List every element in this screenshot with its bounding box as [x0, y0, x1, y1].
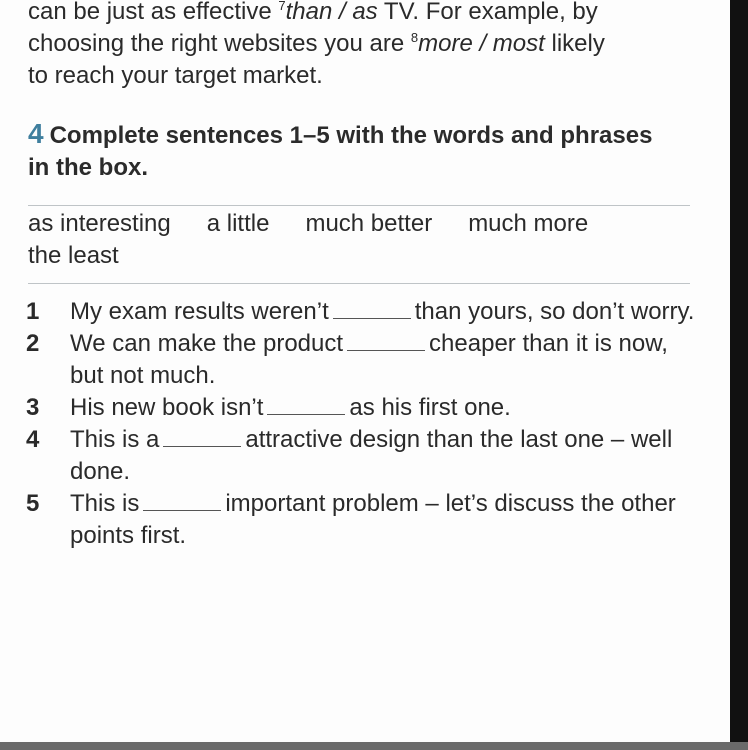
paragraph-line-1	[28, 0, 688, 28]
sentence-text: important problem – let’s discuss the other points first.	[70, 490, 676, 549]
sentence-item	[26, 296, 706, 328]
scan-right-edge	[730, 0, 748, 750]
sentence-text: His new book isn’t	[70, 394, 264, 421]
sentence-number: 2	[26, 330, 40, 357]
box-bottom-rule	[28, 283, 690, 284]
sentence-text: cheaper than it is now, but not much.	[70, 330, 668, 389]
sentence-list	[26, 296, 706, 552]
sentence-text: My exam results weren’t	[70, 298, 329, 325]
box-top-rule	[28, 205, 690, 206]
sentence-number: 4	[26, 426, 40, 453]
sentence-text: This is	[70, 490, 140, 517]
gap-number-8: 8	[410, 30, 419, 45]
answer-blank[interactable]	[347, 330, 425, 351]
paragraph-line-2	[28, 28, 688, 60]
answer-blank[interactable]	[267, 394, 345, 415]
sentence-text: This is a	[70, 426, 160, 453]
word-box-item: a little	[206, 210, 270, 237]
paragraph-text: can be just as effective	[28, 0, 279, 25]
option-more-most: more / most	[418, 30, 545, 57]
reading-paragraph	[28, 0, 688, 92]
sentence-item	[26, 488, 706, 552]
paragraph-line-3: to reach your target market.	[28, 62, 323, 89]
sentence-number: 1	[26, 298, 40, 325]
sentence-item	[26, 328, 706, 392]
word-box-item: much more	[468, 210, 589, 237]
scan-bottom-edge	[0, 742, 748, 750]
option-than-as: than / as	[285, 0, 378, 25]
sentence-text: than yours, so don’t worry.	[414, 298, 695, 325]
paragraph-text: choosing the right websites you are	[28, 30, 411, 57]
exercise-heading	[28, 118, 668, 184]
answer-blank[interactable]	[163, 426, 241, 447]
answer-blank[interactable]	[333, 298, 411, 319]
sentence-item	[26, 424, 706, 488]
word-box-item: as interesting	[28, 210, 171, 237]
paragraph-text: TV. For example, by	[377, 0, 598, 25]
exercise-instruction: Complete sentences 1–5 with the words and phrases in the box.	[28, 122, 653, 181]
word-box-item: much better	[305, 210, 433, 237]
paragraph-text: likely	[544, 30, 605, 57]
sentence-number: 5	[26, 490, 40, 517]
sentence-text: attractive design than the last one – well done.	[70, 426, 673, 485]
sentence-number: 3	[26, 394, 40, 421]
sentence-text: We can make the product	[70, 330, 344, 357]
exercise-number: 4	[28, 118, 44, 149]
sentence-item	[26, 392, 706, 424]
word-box	[28, 208, 688, 272]
gap-number-7: 7	[278, 0, 286, 13]
word-box-item: the least	[28, 242, 119, 269]
sentence-text: as his first one.	[349, 394, 511, 421]
answer-blank[interactable]	[143, 490, 221, 511]
